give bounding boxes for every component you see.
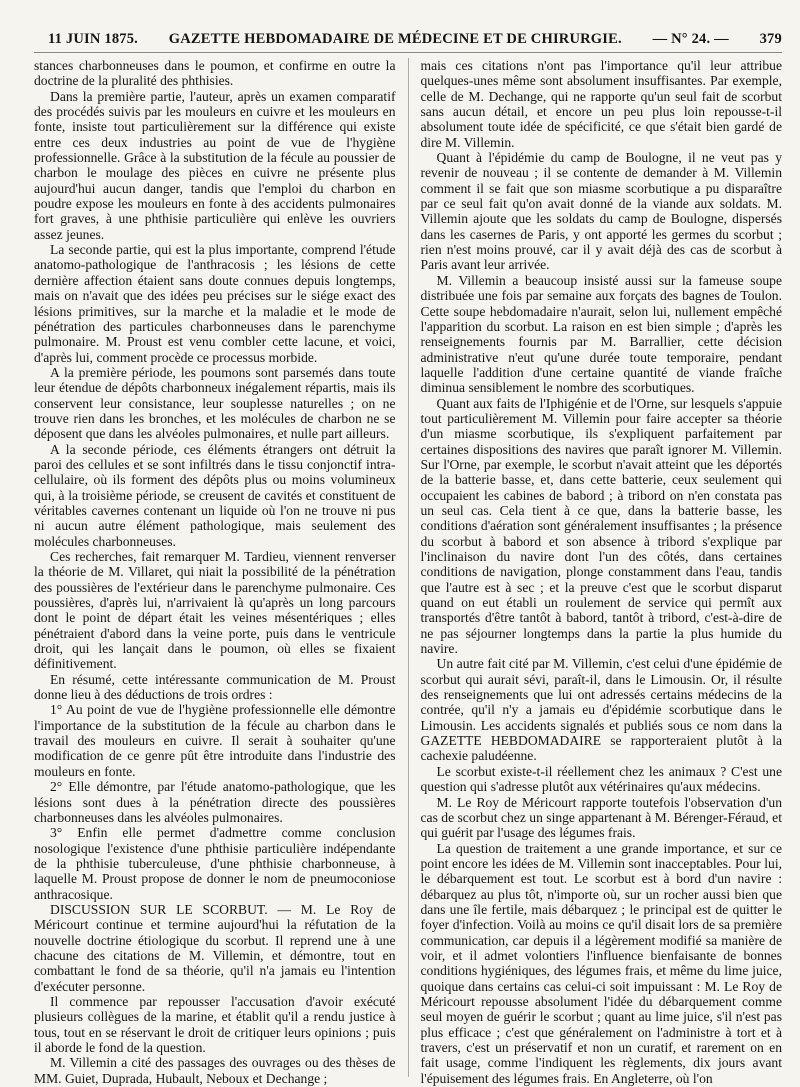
page-header bbox=[48, 31, 782, 48]
page-number: 379 bbox=[759, 31, 782, 47]
journal-title: GAZETTE HEBDOMADAIRE DE MÉDECINE ET DE CHIRURGIE. bbox=[168, 31, 622, 47]
issue-number: — N° 24. — bbox=[652, 31, 729, 47]
paragraph: La seconde partie, qui est la plus importante, comprend l'étude anatomo-pathologique de l'anthracosis ; les lésions de cette dernière affection étaient sans doute connues depuis longtemps, mais on n'avait que des idées peu précises sur le siége exact des lésions primitives, sur la marche et la maladie et le mode de pénétration des particules charbonneuses dans le parenchyme pulmonaire. M. Proust est venu combler cette lacune, et voici, d'après lui, comment procède ce processus morbide. bbox=[34, 242, 396, 365]
article-columns bbox=[34, 58, 782, 1086]
paragraph: Dans la première partie, l'auteur, après un examen comparatif des procédés suivis par les mouleurs en cuivre et les mouleurs en fonte, insiste tout particulièrement sur la différence qui existe entre ces deux industries au point de vue de l'hygiène professionnelle. Grâce à la substitution de la fécule au poussier de charbon le moulage des pièces en cuivre ne présente plus aujourd'hui aucun danger, tandis que l'emploi du charbon en poudre expose les mouleurs en fonte à des accidents pulmonaires fort graves, à une phthisie particulière qui enlève les ouvriers assez jeunes. bbox=[34, 88, 396, 242]
paragraph: 3° Enfin elle permet d'admettre comme conclusion nosologique l'existence d'une phthisie particulière indépendante de la phthisie tuberculeuse, d'une phthisie charbonneuse, à laquelle M. Proust propose de donner le nom de pneumoconiose anthracosique. bbox=[34, 825, 396, 902]
header-date: 11 JUIN 1875. bbox=[48, 31, 139, 47]
paragraph: Quant aux faits de l'Iphigénie et de l'Orne, sur lesquels s'appuie tout particulièrement M. Villemin pour faire accepter sa théorie d'un miasme scorbutique, ils s'expliquent parfaitement par certaines dispositions des navires que paraît ignorer M. Villemin. Sur l'Orne, par exemple, le scorbut n'avait atteint que les déportés de la batterie basse, et, dans cette batterie, ceux seulement qui occupaient les cabines de babord ; à tribord on n'en constata pas un seul cas. Cela tient à ce que, dans la batterie basse, les conditions d'aération sont généralement insuffisantes ; la présence du scorbut à babord et son absence à tribord s'explique par l'inclinaison du navire dont l'un des côtés, dans certaines conditions de navigation, plonge constamment dans l'eau, tandis que l'autre est à sec ; et la preuve c'est que le scorbut disparut quand on eut établi un roulement de service qui permît aux transportés d'être tantôt à babord, tantôt à tribord, c'est-à-dire de ne pas séjourner longtemps dans la partie la plus humide du navire. bbox=[420, 395, 782, 657]
paragraph: Le scorbut existe-t-il réellement chez les animaux ? C'est une question qui s'adresse plutôt aux vétérinaires qu'aux médecins. bbox=[420, 763, 782, 795]
paragraph: M. Le Roy de Méricourt rapporte toutefois l'observation d'un cas de scorbut chez un singe appartenant à M. Bérenger-Féraud, et qui guérit par l'usage des légumes frais. bbox=[420, 794, 782, 841]
right-column bbox=[420, 58, 783, 1086]
section-heading-paragraph: DISCUSSION SUR LE SCORBUT. — M. Le Roy de Méricourt continue et termine aujourd'hui la réfutation de la nouvelle doctrine étiologique du scorbut. Il reprend une à une chacune des citations de M. Villemin, et démontre, tout en combattant le fond de sa théorie, qu'il n'a jamais eu l'intention d'exécuter personne. bbox=[34, 901, 396, 994]
paragraph: M. Villemin a beaucoup insisté aussi sur la fameuse soupe distribuée une fois par semaine aux forçats des bagnes de Toulon. Cette soupe hebdomadaire n'aurait, selon lui, nullement empêché l'apparition du scorbut. La raison en est bien simple ; d'après les renseignements fournis par M. Barrallier, cette décision administrative n'eut qu'une durée toute temporaire, pendant laquelle l'addition d'une certaine quantité de viande fraîche diminua sensiblement le nombre des scorbutiques. bbox=[420, 272, 782, 396]
paragraph: Ces recherches, fait remarquer M. Tardieu, viennent renverser la théorie de M. Villaret, qui niait la possibilité de la pénétration des poussières de l'extérieur dans le parenchyme pulmonaire. Ces poussières, d'après lui, n'arrivaient là qu'après un long parcours dont le point de départ était les veines mésentériques ; elles pénétraient d'abord dans la veine porte, puis dans le ventricule droit, qui les lançait dans le poumon, où elles se fixaient définitivement. bbox=[34, 549, 396, 672]
paragraph: stances charbonneuses dans le poumon, et confirme en outre la doctrine de la pluralité des phthisies. bbox=[34, 58, 396, 89]
paragraph: 1° Au point de vue de l'hygiène professionnelle elle démontre l'importance de la substitution de la fécule au charbon dans le travail des mouleurs en cuivre. Il serait à souhaiter qu'une modification de ce genre pût être introduite dans l'industrie des mouleurs en fonte. bbox=[34, 702, 396, 779]
paragraph: A la seconde période, ces éléments étrangers ont détruit la paroi des cellules et se sont infiltrés dans le tissu conjonctif intra-cellulaire, où ils forment des dépôts plus ou moins volumineux qui, à la troisième période, se creusent de cavités et constituent de véritables cavernes contenant un liquide où l'on ne trouve ni pus ni aucun autre élément pathologique, mais seulement des molécules charbonneuses. bbox=[34, 441, 396, 549]
paragraph: Quant à l'épidémie du camp de Boulogne, il ne veut pas y revenir de nouveau ; il se contente de demander à M. Villemin comment il se fait que son miasme scorbutique a pu disparaître par ce seul fait qu'on avait donné de la viande aux soldats. M. Villemin ajoute que les soldats du camp de Boulogne, dispersés dans les casernes de Paris, y ont apporté les germes du scorbut ; rien n'est moins prouvé, car il y avait déjà des cas de scorbut à Paris avant leur arrivée. bbox=[420, 150, 782, 273]
left-column bbox=[34, 58, 396, 1086]
header-rule bbox=[34, 52, 782, 53]
paragraph: Un autre fait cité par M. Villemin, c'est celui d'une épidémie de scorbut qui aurait sévi, paraît-il, dans le Limousin. Or, il résulte des renseignements que lui ont adressés certains médecins de la contrée, qu'il n'y a jamais eu d'épidémie scorbutique dans le Limousin. Les accidents signalés et publiés sous ce nom dans la GAZETTE HEBDOMADAIRE se rapporteraient plutôt à la cachexie paludéenne. bbox=[420, 656, 782, 764]
paragraph: La question de traitement a une grande importance, et sur ce point encore les idées de M. Villemin sont inacceptables. Pour lui, le débarquement est tout. Le scorbut est à bord d'un navire : débarquez au plus tôt, n'importe où, sur un rocher aussi bien que dans une île fertile, mais débarquez ; le principal est de quitter le foyer d'infection. Voilà au moins ce qu'il disait lors de sa première communication, car depuis il a légèrement modifié sa manière de voir, et il admet volontiers l'influence bienfaisante de bonnes conditions hygiéniques, des légumes frais, et même du lime juice, quoique dans certains cas celui-ci soit impuissant : M. Le Roy de Méricourt repousse absolument l'idée du débarquement comme seul moyen de guérir le scorbut ; quant au lime juice, s'il n'est pas plus efficace ; c'est que généralement on l'administre à tort et à travers, c'est un préservatif et non un curatif, et rarement on en fait usage, comme l'indiquent les règlements, dix jours avant l'épuisement des légumes frais. En Angleterre, où l'on bbox=[420, 840, 782, 1086]
paragraph: 2° Elle démontre, par l'étude anatomo-pathologique, que les lésions sont dues à la pénétration directe des poussières charbonneuses dans les alvéoles pulmonaires. bbox=[34, 779, 396, 825]
paragraph: mais ces citations n'ont pas l'importance qu'il leur attribue quelques-unes même sont absolument insuffisantes. Par exemple, celle de M. Dechange, qui ne rapporte qu'un seul fait de scorbut sans aucun détail, et encore un peu plus loin repousse-t-il absolument toute idée de spécificité, ce que s'était bien gardé de dire M. Villemin. bbox=[420, 58, 782, 150]
column-divider bbox=[408, 58, 409, 1077]
paragraph: A la première période, les poumons sont parsemés dans toute leur étendue de dépôts charbonneux inégalement répartis, mais ils conservent leur consistance, leur souplesse naturelles ; on ne trouve rien dans les bronches, et les molécules de charbon ne se déposent que dans les alvéoles pulmonaires, et nulle part ailleurs. bbox=[34, 364, 396, 442]
paragraph: M. Villemin a cité des passages des ouvrages ou des thèses de MM. Guiet, Duprada, Hubault, Neboux et Dechange ; bbox=[34, 1055, 396, 1086]
paragraph: Il commence par repousser l'accusation d'avoir exécuté plusieurs collègues de la marine, et établit qu'il a rendu justice à tous, tout en se réservant le droit de critiquer leurs opinions ; puis il aborde le fond de la question. bbox=[34, 993, 396, 1055]
paragraph: En résumé, cette intéressante communication de M. Proust donne lieu à des déductions de trois ordres : bbox=[34, 671, 396, 703]
